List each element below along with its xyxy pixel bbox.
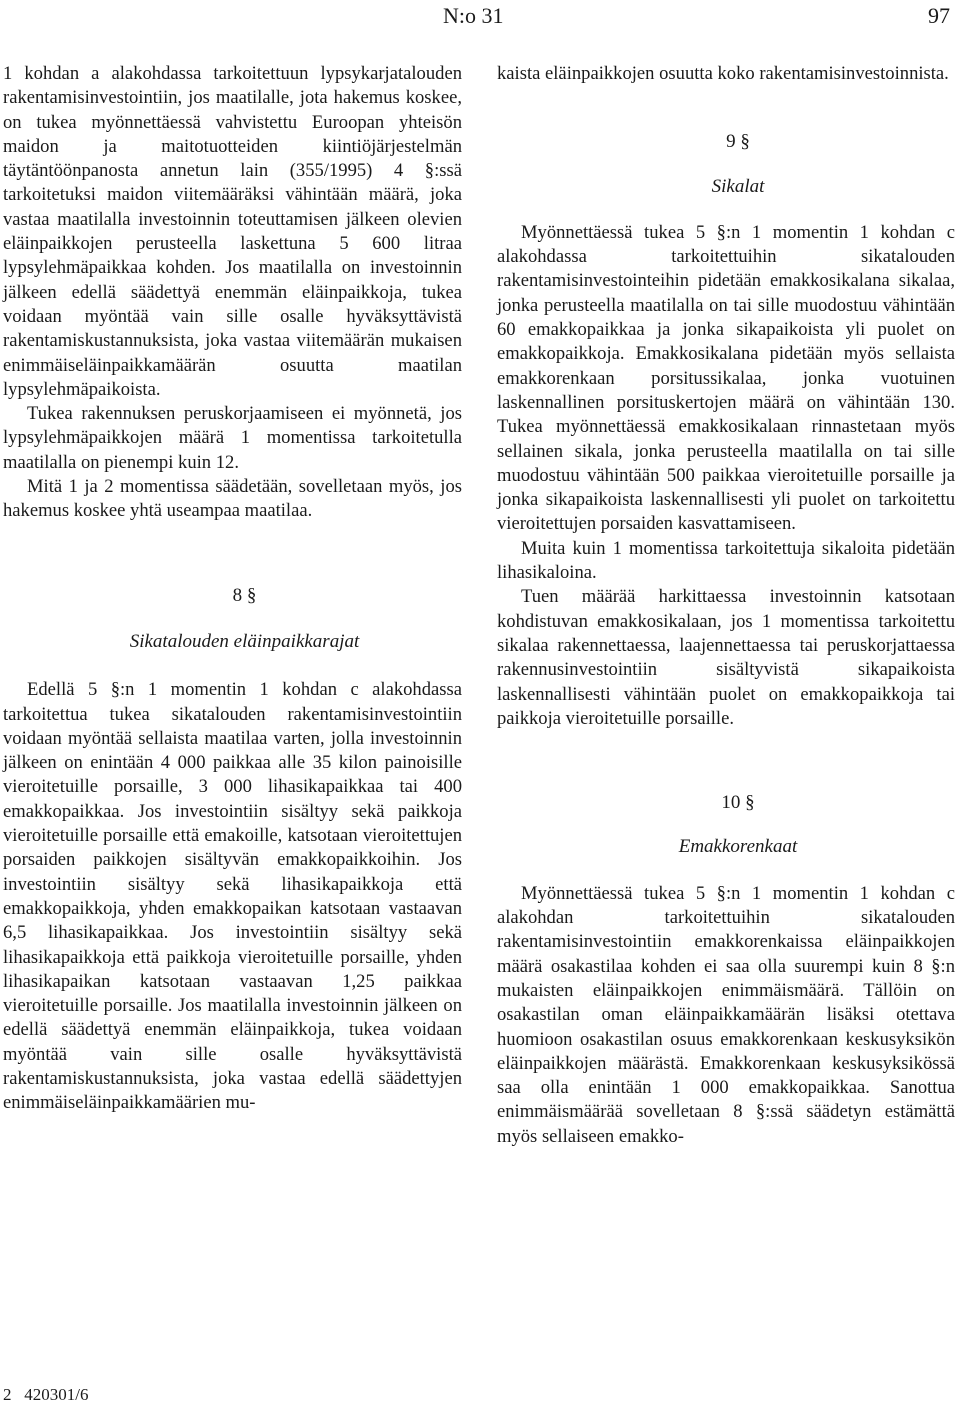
left-paragraph-3: Mitä 1 ja 2 momentissa säädetään, sovelletaan myös, jos hakemus koskee yhtä useampaa maatilaa.: [3, 476, 462, 522]
section-10-title: Emakkorenkaat: [678, 836, 798, 858]
section-8-title: Sikatalouden eläinpaikkarajat: [129, 630, 360, 652]
page-number: 97: [928, 3, 950, 28]
right-paragraph-1: kaista eläinpaikkojen osuutta koko rakentamisinvestoinnista.: [497, 63, 949, 84]
right-paragraph-5: Myönnettäessä tukea 5 §:n 1 momentin 1 kohdan c alakohdan tarkoitettuihin sikatalouden rakentamisinvestointiin emakkorenkaissa eläinpaikkojen määrä osakastilaa kohden ei saa olla suurempi kuin 8 §:n mukaisten eläinpaikkojen enimmäismäärä. Tällöin on osakastilan oman eläinpaikkamäärän lisäksi otettava huomioon osakastilan osuus emakkorenkaan keskusyksikön eläinpaikkojen määrästä. Emakkorenkaan keskusyksikössä saa olla enintään 1 000 emakkopaikkaa. Sanottua enimmäismäärää sovelletaan 8 §:ssä säädetyn estämättä myös sellaiseen emakko-: [497, 882, 955, 1147]
section-10-number: 10 §: [721, 792, 755, 814]
section-9-number: 9 §: [726, 131, 750, 153]
left-paragraph-2: Tukea rakennuksen peruskorjaamiseen ei myönnetä, jos lypsylehmäpaikkojen määrä 1 momentissa tarkoitetulla maatilalla on pienempi kuin 12.: [3, 403, 462, 473]
right-column: [497, 62, 955, 1149]
right-paragraph-3: Muita kuin 1 momentissa tarkoitettuja sikaloita pidetään lihasikaloina.: [497, 537, 955, 584]
right-paragraph-4: Tuen määrää harkittaessa investoinnin katsotaan kohdistuvan emakkosikalaan, jos 1 momentissa tarkoitettu sikalaa rakennettaessa, laajennettaessa tai peruskorjattaessa rakennusinvestointiin sisältyvistä sikapaikoista laskennallisesti vähintään puolet on emakkopaikkoja tai paikkoja vieroitetuille porsaille.: [497, 586, 955, 729]
section-9-title: Sikalat: [711, 175, 765, 197]
section-8-number: 8 §: [232, 584, 257, 606]
document-number: N:o 31: [443, 3, 504, 28]
page-footer: 2 420301/6: [3, 1385, 89, 1404]
left-column: [3, 62, 462, 1116]
right-paragraph-2: Myönnettäessä tukea 5 §:n 1 momentin 1 kohdan c alakohdassa tarkoitettuihin sikatalouden rakentamisinvestointeihin pidetään emakkosikalana sikalaa, jonka perusteella maatilalla on tai sille muodostuu vähintään 60 emakkopaikkaa ja jonka sikapaikoista yli puolet on emakkopaikkoja. Emakkosikalana pidetään myös sellaista emakkorenkaan porsitussikalaa, jonka vuotuinen laskennallinen porsituskertojen määrä on vähintään 130. Tukea myönnettäessä emakkosikalaan rinnastetaan myös sellainen sikala, jonka perusteella maatilalla on tai sille muodostuu vähintään 500 paikkaa vieroitetuille porsaille ja jonka sikapaikoista laskennallisesti yli puolet on tarkoitettu vieroitettujen porsaiden kasvattamiseen.: [497, 221, 955, 535]
page-header: [0, 0, 960, 40]
left-paragraph-1: 1 kohdan a alakohdassa tarkoitettuun lypsykarjatalouden rakentamisinvestointiin, jos maatilalle, jota hakemus koskee, on tukea myönnettäessä vahvistettu Euroopan yhteisön maidon ja maitotuotteiden kiintiöjärjestelmän täytäntöönpanosta annetun lain (355/1995) 4 §:ssä tarkoitetuksi maidon viitemääräksi vähintään määrä, joka vastaa maatilalla investoinnin toteuttamisen jälkeen olevien eläinpaikkojen perusteella laskettuna 5 600 litraa lypsylehmäpaikkaa kohden. Jos maatilalla on investoinnin jälkeen edellä säädettyä enemmän eläinpaikkoja, tukea voidaan myöntää vain sille osalle hyväksyttävistä rakentamiskustannuksista, joka vastaa viitemäärän mukaisen enimmäiseläinpaikkamäärän osuutta maatilan lypsylehmäpaikoista.: [3, 63, 462, 400]
left-paragraph-4: Edellä 5 §:n 1 momentin 1 kohdan c alakohdassa tarkoitettua tukea sikatalouden rakentamisinvestointiin voidaan myöntää sellaista maatilaa varten, jolla investoinnin jälkeen on enintään 4 000 paikkaa alle 35 kilon painoisille vieroitetuille porsaille, 3 000 lihasikapaikkaa tai 400 emakkopaikkaa. Jos investointiin sisältyy sekä paikkoja vieroitetuille porsaille että emakoille, katsotaan vieroitettujen porsaiden paikkojen sisältyvän emakkopaikkoihin. Jos investointiin sisältyy sekä lihasikapaikkoja että emakkopaikkoja, yhden emakkopaikan katsotaan vastaavan 6,5 lihasikapaikkaa. Jos investointiin sisältyy sekä lihasikapaikkoja että paikkoja vieroitetuille porsaille, yhden lihasikapaikan katsotaan vastaavan 1,25 paikkaa vieroitetuille porsaille. Jos maatilalla investoinnin jälkeen on edellä säädettyä enemmän eläinpaikkoja, tukea voidaan myöntää vain sille osalle hyväksyttävistä rakentamiskustannuksista, joka vastaa edellä säädettyjen enimmäiseläinpaikkamäärien mu-: [3, 679, 462, 1114]
